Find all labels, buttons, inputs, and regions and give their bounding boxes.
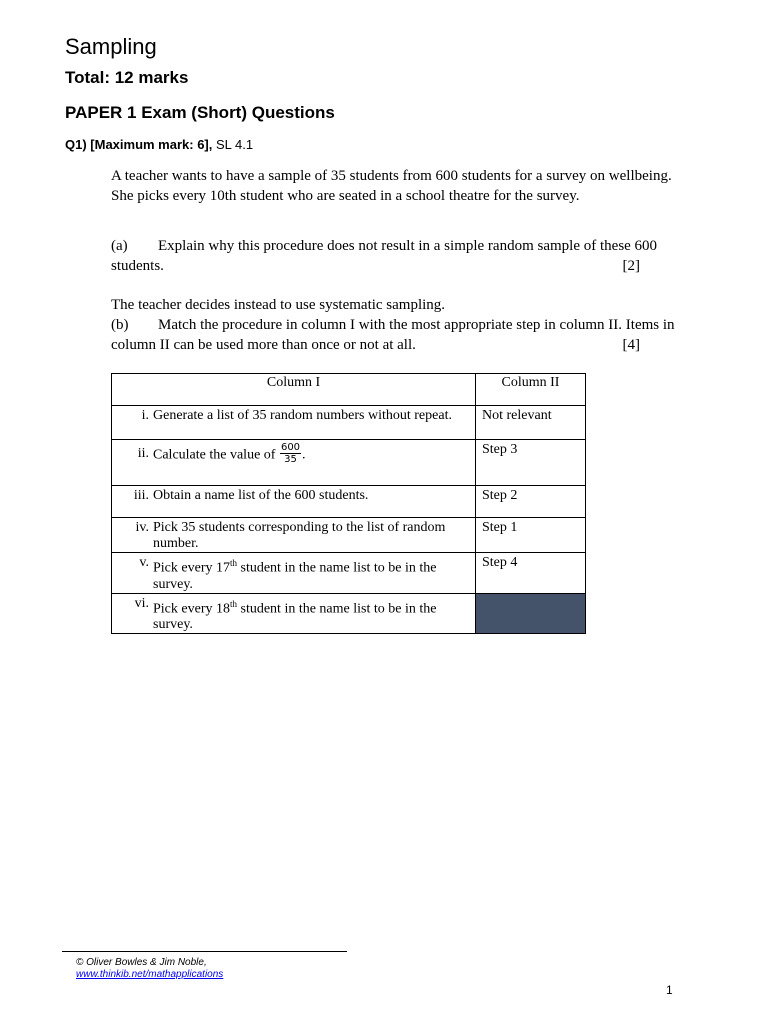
page-title: Sampling bbox=[65, 34, 157, 59]
row-answer: Step 3 bbox=[482, 442, 518, 457]
row-number: i. bbox=[141, 408, 149, 423]
row-answer: Step 1 bbox=[482, 520, 518, 535]
question-intro bbox=[111, 166, 699, 206]
table-row bbox=[112, 518, 586, 553]
paper-heading: PAPER 1 Exam (Short) Questions bbox=[65, 103, 335, 122]
footer bbox=[76, 957, 223, 981]
ordinal-suffix: th bbox=[229, 598, 237, 609]
table-header-row bbox=[112, 374, 586, 406]
row-number: v. bbox=[139, 555, 149, 570]
part-a-marks: [2] bbox=[622, 258, 640, 274]
table-row bbox=[112, 440, 586, 486]
row-answer: Step 4 bbox=[482, 555, 518, 570]
part-a bbox=[111, 236, 699, 276]
row-number: iii. bbox=[133, 488, 149, 503]
teacher-line: The teacher decides instead to use systematic sampling. bbox=[111, 297, 446, 313]
table-row bbox=[112, 553, 586, 594]
table-row bbox=[112, 593, 586, 634]
column-1-header: Column I bbox=[112, 374, 476, 406]
row-text-after: student in the name list to be in the survey. bbox=[153, 601, 437, 633]
row-procedure bbox=[153, 442, 475, 465]
footer-authors: © Oliver Bowles & Jim Noble, bbox=[76, 957, 207, 968]
row-answer bbox=[482, 594, 585, 596]
row-procedure bbox=[153, 555, 475, 593]
part-b bbox=[111, 295, 699, 355]
row-text-after: student in the name list to be in the survey. bbox=[153, 560, 437, 592]
column-2-header: Column II bbox=[476, 374, 586, 406]
fraction-denominator: 35 bbox=[284, 454, 297, 465]
ordinal-suffix: th bbox=[229, 558, 237, 568]
part-b-marks: [4] bbox=[622, 337, 640, 353]
part-b-label: (b) bbox=[111, 317, 129, 333]
part-b-text-1: Match the procedure in column I with the most appropriate step in column II. Items in bbox=[158, 317, 675, 333]
part-a-text-1: Explain why this procedure does not result in a simple random sample of these 600 bbox=[158, 238, 658, 254]
row-answer: Not relevant bbox=[482, 408, 552, 423]
row-procedure bbox=[153, 596, 475, 634]
table-row bbox=[112, 406, 586, 440]
page-number: 1 bbox=[666, 983, 673, 997]
row-text-before: Pick every 18 bbox=[153, 601, 230, 617]
part-a-text-2: students. bbox=[111, 258, 164, 274]
footer-divider bbox=[62, 951, 347, 952]
fraction-numerator: 600 bbox=[280, 442, 301, 453]
footer-link[interactable]: www.thinkib.net/mathapplications bbox=[76, 969, 224, 980]
row-answer: Step 2 bbox=[482, 488, 518, 503]
part-b-text-2: column II can be used more than once or not at all. bbox=[111, 337, 416, 353]
row-text-after: . bbox=[302, 447, 306, 463]
total-marks: Total: 12 marks bbox=[65, 68, 189, 87]
matching-table bbox=[111, 373, 586, 634]
row-number: vi. bbox=[134, 595, 149, 611]
question-label: Q1) [Maximum mark: 6], bbox=[65, 137, 213, 152]
answer-blank-cell[interactable] bbox=[476, 593, 586, 634]
row-procedure: Obtain a name list of the 600 students. bbox=[153, 488, 369, 503]
row-number: iv. bbox=[135, 520, 149, 535]
syllabus-ref: SL 4.1 bbox=[212, 137, 254, 152]
row-text-before: Pick every 17 bbox=[153, 560, 230, 576]
part-a-label: (a) bbox=[111, 238, 128, 254]
row-procedure: Pick 35 students corresponding to the list of random number. bbox=[153, 520, 446, 551]
intro-line-2: She picks every 10th student who are seated in a school theatre for the survey. bbox=[111, 188, 580, 204]
row-text-before: Calculate the value of bbox=[153, 447, 276, 463]
question-heading bbox=[65, 137, 253, 152]
row-procedure: Generate a list of 35 random numbers without repeat. bbox=[153, 408, 452, 423]
fraction bbox=[280, 442, 301, 465]
row-number: ii. bbox=[137, 446, 149, 461]
intro-line-1: A teacher wants to have a sample of 35 students from 600 students for a survey on wellbeing. bbox=[111, 168, 672, 184]
table-row bbox=[112, 486, 586, 518]
